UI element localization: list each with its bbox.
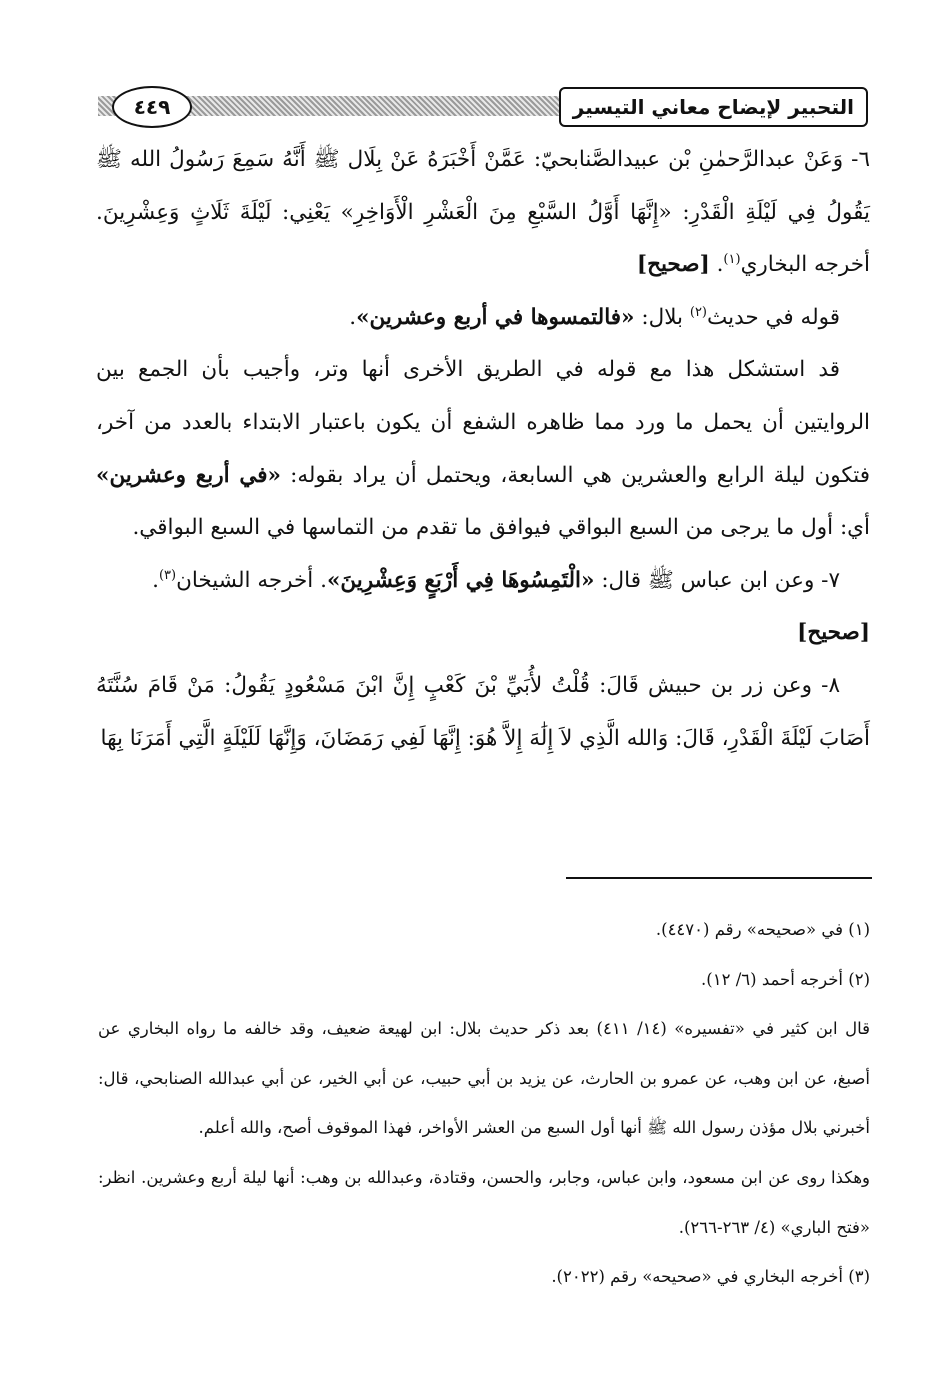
footnote-divider [566,877,872,879]
grade-label: [صحيح] [636,252,710,278]
footnote-ref-2: (٢) [689,304,707,320]
footnote-3: (٣) أخرجه البخاري في «صحيحه» رقم (٢٠٢٢). [551,1267,870,1287]
footnote-ref-3: (٣) [158,567,177,583]
footnotes [98,905,870,1302]
running-header [98,84,868,132]
footnote-2-detail: قال ابن كثير في «تفسيره» (١٤/ ٤١١) بعد ذكر حديث بلال: ابن لهيعة ضعيف، وقد خالفه ما رواه البخاري عن أصبغ، عن ابن وهب، عن عمرو بن الحارث، عن يزيد بن أبي حبيب، عن أبي الخير، عن أبي عبدالله الصنابحي، قال: أخبرني بلال مؤذن رسول الله ﷺ أنها أول السبع من العشر الأواخر، فهذا الموقوف أصح، والله أعلم. [98,1019,870,1138]
hadith-6: ٦- وَعَنْ عبدالرَّحمٰنِ بْن عبيدالصَّنابحيّ: عَمَّنْ أَخْبَرَهُ عَنْ بِلَال ﷺ أَنَّهُ سَمِعَ رَسُولُ الله ﷺ يَقُولُ فِي لَيْلَةِ الْقَدْرِ: «إِنَّهَا أَوَّلُ السَّبْعِ مِنَ الْعَشْرِ الْأَوَاخِرِ» يَعْنِي: لَيْلَةَ ثَلَاثٍ وَعِشْرِينَ. أخرجه البخاري$^{(١)}$. [صحيح] [96,147,870,278]
main-text [96,134,870,765]
hadith-7: ٧- وعن ابن عباس ﷺ قال: «الْتَمِسُوهَا فِي أَرْبَعٍ وَعِشْرِينَ». أخرجه الشيخان$^{(٣)}$. [152,567,840,593]
grade-label: [صحيح] [797,620,870,646]
hadith-8: ٨- وعن زر بن حبيش قَالَ: قُلْتُ لأُبَيِّ بْنَ كَعْبٍ إِنَّ ابْنَ مَسْعُودٍ يَقُولُ: مَنْ قَامَ سُنَّتَهُ أَصَابَ لَيْلَةَ الْقَدْرِ، قَالَ: وَالله الَّذِي لاَ إِلَٰهَ إِلاَّ هُوَ: إِنَّهَا لَفِي رَمَضَانَ، وَإِنَّهَا لَلَيْلَةٍ الَّتِي أَمَرَنَا بِهَا [96,672,870,751]
commentary-explanation: قد استشكل هذا مع قوله في الطريق الأخرى أنها وتر، وأجيب بأن الجمع بين الروايتين أن يحمل ما ورد مما ظاهره الشفع أن يكون باعتبار الابتداء بالعدد من آخر، فتكون ليلة الرابع والعشرين هي السابعة، ويحتمل أن يراد بقوله: «في أربع وعشرين» أي: أول ما يرجى من السبع البواقي فيوافق ما تقدم من التماسها في السبع البواقي. [96,357,870,541]
commentary-quote: قوله في حديث$^{(٢)}$ بلال: «فالتمسوها في أربع وعشرين». [349,304,840,330]
page-number: ٤٤٩ [112,86,192,128]
footnote-ref-1: (١) [723,252,741,268]
footnote-2-detail: وهكذا روى عن ابن مسعود، وابن عباس، وجابر، والحسن، وقتادة، وعبدالله بن وهب: أنها ليلة أربع وعشرين. انظر: «فتح الباري» (٤/ ٢٦٣-٢٦٦). [98,1167,870,1237]
footnote-2: (٢) أخرجه أحمد (٦/ ١٢). [701,969,870,989]
book-title: التحبير لإيضاح معاني التيسير [559,87,868,127]
footnote-1: (١) في «صحيحه» رقم (٤٤٧٠). [655,920,870,939]
